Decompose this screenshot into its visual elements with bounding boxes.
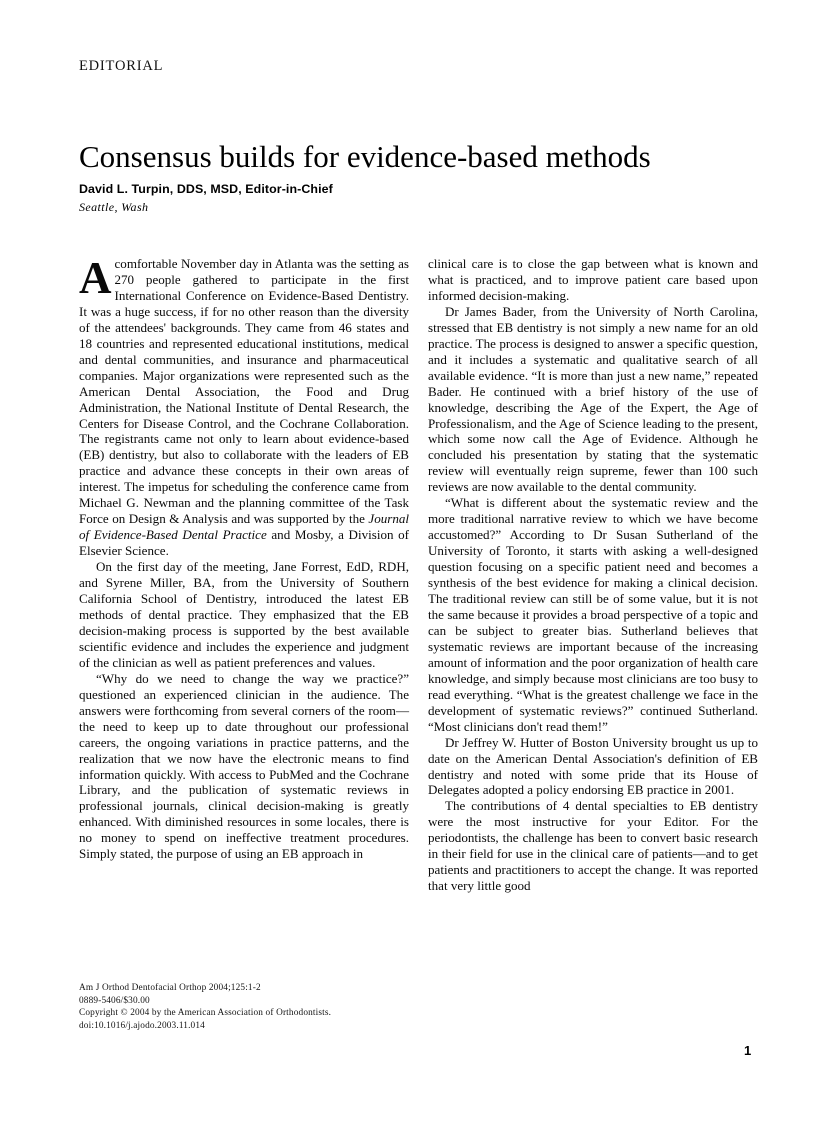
paragraph-intro-tail: and Mosby, a Division of Elsevier Science. (79, 527, 409, 559)
page-number: 1 (744, 1043, 752, 1058)
journal-citation: Am J Orthod Dentofacial Orthop 2004;125:1-2 (79, 983, 261, 993)
doi-identifier: doi:10.1016/j.ajodo.2003.11.014 (79, 1020, 205, 1031)
paragraph: “What is different about the systematic review and the more traditional narrative review to which we have become accustomed?” According to Dr Susan Sutherland of the University of Toronto, it starts with asking a well-designed question focusing on a specific patient need and becomes a synthesis of the best evidence for making a clinical decision. The traditional review can still be of some value, but it is not the same because it provides a broad perspective of a topic and can be subject to greater bias. Sutherland believes that systematic reviews are important because of the increasing amount of information and the poor organization of health care knowledge, and simply because most clinicians are too busy to read everything. “What is the greatest challenge we face in the development of systematic reviews?” continued Sutherland. “Most clinicians don't read them!” (428, 495, 758, 734)
paragraph: “Why do we need to change the way we practice?” questioned an experienced clinician in the audience. The answers were forthcoming from several corners of the room—the need to keep up to date throughout our professional careers, the ongoing variations in practice patterns, and the realization that we now have the electronic means to find information quickly. With access to PubMed and the Cochrane Library, and the publication of systematic reviews in professional journals, clinical decision-making is greatly enhanced. With diminished resources in some locales, there is no money to spend on ineffective treatment procedures. Simply stated, the purpose of using an EB approach in (79, 670, 409, 862)
paragraph-intro (79, 253, 409, 559)
author-affiliation: Seattle, Wash (79, 200, 149, 214)
drop-cap-letter: A (79, 253, 112, 303)
body-column-left (79, 253, 409, 862)
paragraph: Dr Jeffrey W. Hutter of Boston University brought us up to date on the American Dental Association's definition of EB dentistry and noted with some pride that its House of Delegates adopted a policy endorsing EB practice in 2001. (428, 734, 758, 798)
paragraph-intro-text: comfortable November day in Atlanta was the setting as 270 people gathered to participate in the first International Conference on Evidence-Based Dentistry. It was a huge success, if for no other reason than the diversity of the attendees' backgrounds. They came from 46 states and 18 countries and represented educational institutions, medical and dental communities, and insurance and pharmaceutical companies. Major organizations were represented such as the American Dental Association, the Food and Drug Administration, the National Institute of Dental Research, the Centers for Disease Control, and the Cochrane Collaboration. The registrants came not only to learn about evidence-based (EB) dentistry, but also to collaborate with the leaders of EB practice and advance these concepts in their own areas of interest. The impetus for scheduling the conference came from Michael G. Newman and the planning committee of the Task Force on Design & Analysis and was supported by the (79, 256, 409, 527)
section-kicker: EDITORIAL (79, 58, 164, 74)
paragraph: Dr James Bader, from the University of North Carolina, stressed that EB dentistry is not simply a new name for an old practice. The process is designed to answer a specific question, and it includes a systematic and qualitative search of all available evidence. “It is more than just a new name,” repeated Bader. He continued with a brief history of the use of knowledge, describing the Age of the Expert, the Age of Professionalism, and the Age of Science leading to the present, which some now call the Age of Evidence. Although he concluded his presentation by stating that the systematic review will eventually reign supreme, fewer than 100 such reviews are now available to the dental community. (428, 303, 758, 495)
page-title: Consensus builds for evidence-based methods (79, 138, 651, 174)
paragraph: On the first day of the meeting, Jane Forrest, EdD, RDH, and Syrene Miller, BA, from the University of Southern California School of Dentistry, introduced the latest EB methods of dental practice. They emphasized that the EB decision-making process is supported by the best available scientific evidence and includes the experience and judgment of the clinician as well as patient preferences and values. (79, 559, 409, 670)
body-column-right (428, 256, 758, 894)
issn-price: 0889-5406/$30.00 (79, 995, 150, 1006)
paragraph: The contributions of 4 dental specialties to EB dentistry were the most instructive for your Editor. For the periodontists, the challenge has been to convert basic research in their field for use in the clinical care of patients—and to get patients and practitioners to accept the change. It was reported that very little good (428, 798, 758, 894)
author-byline: David L. Turpin, DDS, MSD, Editor-in-Chief (79, 182, 333, 196)
copyright-notice: Copyright © 2004 by the American Association of Orthodontists. (79, 1008, 332, 1019)
footer-citation-block (79, 982, 419, 1032)
paragraph: clinical care is to close the gap between what is known and what is practiced, and to improve patient care based upon informed decision-making. (428, 256, 758, 303)
journal-title-italic: Journal of Evidence-Based Dental Practice (79, 511, 409, 543)
